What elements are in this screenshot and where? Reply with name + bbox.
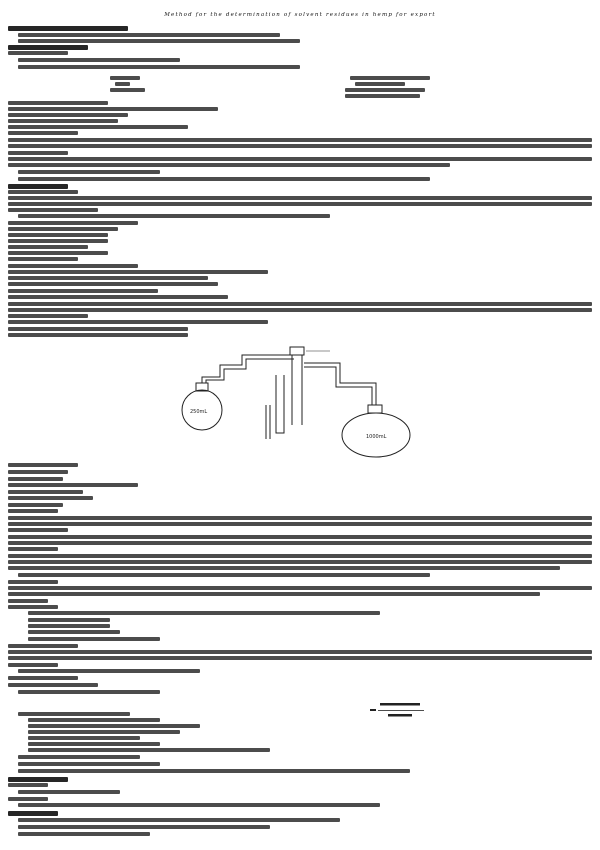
text-line: [8, 151, 68, 155]
text-line: [18, 177, 430, 181]
text-line: [8, 107, 218, 111]
distillation-apparatus-diagram: [180, 345, 440, 460]
text-line: [8, 503, 63, 507]
text-line: [8, 516, 592, 520]
text-line: [8, 282, 218, 286]
text-line: [8, 333, 188, 337]
text-line: [8, 257, 78, 261]
text-line: [8, 202, 592, 206]
text-line: [8, 101, 108, 105]
text-line: [8, 45, 88, 50]
text-line: [8, 245, 88, 249]
text-line: [350, 76, 430, 80]
text-line: [8, 663, 58, 667]
text-line: [28, 637, 160, 641]
text-line: [28, 630, 120, 634]
text-line: [8, 196, 592, 200]
text-line: [8, 535, 592, 539]
text-line: [28, 730, 180, 734]
text-line: [8, 599, 48, 603]
text-line: [8, 314, 88, 318]
text-line: [8, 26, 128, 31]
text-line: [8, 605, 58, 609]
text-line: [115, 82, 130, 86]
text-line: [8, 119, 118, 123]
text-line: [8, 302, 592, 306]
text-line: [8, 113, 128, 117]
text-line: [8, 522, 592, 526]
text-line: [8, 208, 98, 212]
text-line: [8, 184, 68, 189]
text-line: [18, 818, 340, 822]
text-line: [8, 566, 560, 570]
text-line: [18, 825, 270, 829]
text-line: [18, 669, 200, 673]
text-line: [18, 832, 150, 836]
text-line: [8, 320, 268, 324]
text-line: [8, 644, 78, 648]
text-line: [18, 33, 280, 37]
text-line: [8, 270, 268, 274]
text-line: [18, 214, 330, 218]
text-line: [8, 125, 188, 129]
text-line: [18, 762, 160, 766]
text-line: [18, 573, 430, 577]
text-line: [18, 170, 160, 174]
text-line: [28, 611, 380, 615]
text-line: [8, 592, 540, 596]
text-line: [8, 477, 63, 481]
document-subtitle: Method for the determination of solvent residues in hemp for export: [164, 12, 436, 18]
text-line: [8, 51, 68, 55]
text-line: [8, 233, 108, 237]
text-line: [8, 163, 450, 167]
text-line: [18, 690, 160, 694]
text-line: [8, 131, 78, 135]
text-line: [8, 308, 592, 312]
text-line: [8, 547, 58, 551]
text-line: [8, 554, 592, 558]
text-line: [110, 88, 145, 92]
text-line: [18, 712, 130, 716]
text-line: [8, 580, 58, 584]
text-line: [8, 586, 592, 590]
text-line: [8, 144, 592, 148]
text-line: [18, 65, 300, 69]
text-line: [8, 490, 83, 494]
text-line: [8, 650, 592, 654]
text-line: [8, 463, 78, 467]
text-line: [8, 157, 592, 161]
text-line: [8, 496, 93, 500]
text-line: [18, 755, 140, 759]
right-flask-neck: [368, 405, 382, 413]
text-line: [18, 790, 120, 794]
text-line: [28, 624, 110, 628]
text-line: [8, 264, 138, 268]
text-line: [8, 295, 228, 299]
text-line: [8, 811, 58, 816]
text-line: [28, 748, 270, 752]
text-line: [28, 742, 160, 746]
text-line: [8, 676, 78, 680]
text-line: [28, 724, 200, 728]
text-line: [8, 560, 592, 564]
text-line: [8, 190, 78, 194]
left-flask-label: 250mL: [190, 409, 208, 415]
text-line: [28, 618, 110, 622]
text-line: [110, 76, 140, 80]
text-line: [345, 94, 420, 98]
text-line: [8, 470, 68, 474]
text-line: [18, 803, 380, 807]
text-line: [355, 82, 405, 86]
text-line: [8, 138, 592, 142]
formula: [370, 700, 440, 724]
text-line: [8, 777, 68, 782]
text-line: [8, 797, 48, 801]
text-line: [8, 221, 138, 225]
formula-graphic: [370, 700, 440, 722]
text-line: [18, 58, 180, 62]
text-line: [8, 656, 592, 660]
text-line: [28, 736, 140, 740]
text-line: [8, 327, 188, 331]
text-line: [8, 528, 68, 532]
text-line: [18, 769, 410, 773]
text-line: [8, 276, 208, 280]
text-line: [8, 541, 592, 545]
text-line: [8, 509, 58, 513]
right-flask-label: 1000mL: [366, 434, 387, 440]
text-line: [28, 718, 160, 722]
text-line: [345, 88, 425, 92]
text-line: [8, 483, 138, 487]
text-line: [8, 227, 118, 231]
text-line: [8, 239, 108, 243]
text-line: [18, 39, 300, 43]
text-line: [8, 783, 48, 787]
text-line: [8, 251, 108, 255]
column-top: [290, 347, 304, 355]
text-line: [8, 289, 158, 293]
text-line: [8, 683, 98, 687]
